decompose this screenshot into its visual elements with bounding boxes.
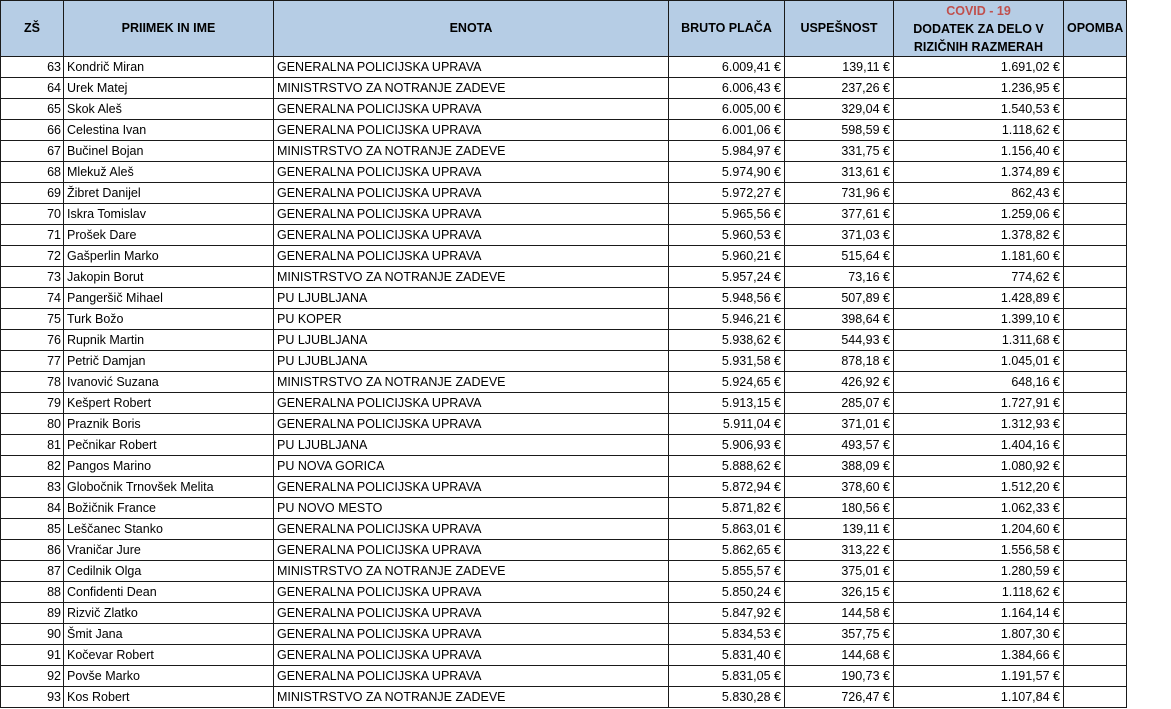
cell-opomba (1064, 666, 1127, 687)
table-row (1, 78, 1127, 99)
cell-unit: GENERALNA POLICIJSKA UPRAVA (274, 540, 669, 561)
cell-covid: 1.312,93 € (894, 414, 1064, 435)
cell-zs: 89 (1, 603, 64, 624)
cell-name: Cedilnik Olga (64, 561, 274, 582)
cell-covid: 862,43 € (894, 183, 1064, 204)
cell-uspesnost: 878,18 € (785, 351, 894, 372)
cell-name: Petrič Damjan (64, 351, 274, 372)
table-row (1, 162, 1127, 183)
cell-opomba (1064, 561, 1127, 582)
cell-bruto: 5.834,53 € (669, 624, 785, 645)
cell-name: Praznik Boris (64, 414, 274, 435)
cell-zs: 92 (1, 666, 64, 687)
table-row (1, 498, 1127, 519)
cell-bruto: 5.931,58 € (669, 351, 785, 372)
cell-bruto: 5.965,56 € (669, 204, 785, 225)
cell-unit: MINISTRSTVO ZA NOTRANJE ZADEVE (274, 561, 669, 582)
cell-unit: GENERALNA POLICIJSKA UPRAVA (274, 183, 669, 204)
cell-name: Pangos Marino (64, 456, 274, 477)
cell-name: Confidenti Dean (64, 582, 274, 603)
cell-covid: 1.156,40 € (894, 141, 1064, 162)
cell-unit: GENERALNA POLICIJSKA UPRAVA (274, 603, 669, 624)
cell-bruto: 5.830,28 € (669, 687, 785, 708)
cell-name: Pangeršič Mihael (64, 288, 274, 309)
header-zs: ZŠ (1, 1, 64, 57)
cell-unit: PU LJUBLJANA (274, 435, 669, 456)
cell-zs: 77 (1, 351, 64, 372)
cell-bruto: 5.938,62 € (669, 330, 785, 351)
cell-covid: 1.045,01 € (894, 351, 1064, 372)
cell-zs: 64 (1, 78, 64, 99)
cell-uspesnost: 378,60 € (785, 477, 894, 498)
cell-bruto: 5.906,93 € (669, 435, 785, 456)
cell-uspesnost: 180,56 € (785, 498, 894, 519)
cell-covid: 1.691,02 € (894, 57, 1064, 78)
cell-opomba (1064, 519, 1127, 540)
cell-zs: 65 (1, 99, 64, 120)
cell-covid: 648,16 € (894, 372, 1064, 393)
cell-bruto: 5.850,24 € (669, 582, 785, 603)
cell-covid: 1.374,89 € (894, 162, 1064, 183)
cell-covid: 1.512,20 € (894, 477, 1064, 498)
cell-zs: 70 (1, 204, 64, 225)
cell-opomba (1064, 540, 1127, 561)
cell-uspesnost: 388,09 € (785, 456, 894, 477)
cell-opomba (1064, 498, 1127, 519)
table-row (1, 687, 1127, 708)
cell-opomba (1064, 330, 1127, 351)
header-opomba: OPOMBA (1064, 1, 1127, 57)
cell-opomba (1064, 141, 1127, 162)
cell-covid: 1.807,30 € (894, 624, 1064, 645)
cell-covid: 1.280,59 € (894, 561, 1064, 582)
cell-unit: GENERALNA POLICIJSKA UPRAVA (274, 393, 669, 414)
table-body (1, 57, 1127, 708)
cell-opomba (1064, 267, 1127, 288)
cell-unit: PU LJUBLJANA (274, 288, 669, 309)
cell-uspesnost: 329,04 € (785, 99, 894, 120)
cell-opomba (1064, 183, 1127, 204)
table-row (1, 141, 1127, 162)
cell-bruto: 5.913,15 € (669, 393, 785, 414)
cell-name: Bučinel Bojan (64, 141, 274, 162)
cell-covid: 1.311,68 € (894, 330, 1064, 351)
header-covid-line1: DODATEK ZA DELO V (913, 21, 1044, 36)
cell-uspesnost: 398,64 € (785, 309, 894, 330)
table-row (1, 519, 1127, 540)
cell-uspesnost: 190,73 € (785, 666, 894, 687)
table-row (1, 393, 1127, 414)
table-row (1, 624, 1127, 645)
cell-opomba (1064, 99, 1127, 120)
cell-zs: 66 (1, 120, 64, 141)
table-row (1, 57, 1127, 78)
cell-name: Božičnik France (64, 498, 274, 519)
cell-unit: MINISTRSTVO ZA NOTRANJE ZADEVE (274, 372, 669, 393)
cell-bruto: 5.960,21 € (669, 246, 785, 267)
cell-uspesnost: 139,11 € (785, 519, 894, 540)
cell-unit: MINISTRSTVO ZA NOTRANJE ZADEVE (274, 687, 669, 708)
table-row (1, 561, 1127, 582)
cell-bruto: 5.974,90 € (669, 162, 785, 183)
cell-unit: GENERALNA POLICIJSKA UPRAVA (274, 477, 669, 498)
cell-unit: GENERALNA POLICIJSKA UPRAVA (274, 414, 669, 435)
cell-opomba (1064, 456, 1127, 477)
cell-zs: 86 (1, 540, 64, 561)
cell-uspesnost: 377,61 € (785, 204, 894, 225)
table-row (1, 225, 1127, 246)
cell-name: Kočevar Robert (64, 645, 274, 666)
cell-bruto: 5.831,40 € (669, 645, 785, 666)
cell-covid: 1.727,91 € (894, 393, 1064, 414)
cell-unit: MINISTRSTVO ZA NOTRANJE ZADEVE (274, 141, 669, 162)
cell-name: Iskra Tomislav (64, 204, 274, 225)
cell-opomba (1064, 477, 1127, 498)
cell-unit: PU KOPER (274, 309, 669, 330)
cell-name: Celestina Ivan (64, 120, 274, 141)
cell-unit: GENERALNA POLICIJSKA UPRAVA (274, 204, 669, 225)
table-row (1, 477, 1127, 498)
table-row (1, 603, 1127, 624)
table-row (1, 435, 1127, 456)
cell-uspesnost: 73,16 € (785, 267, 894, 288)
header-covid-title: COVID - 19 (946, 3, 1011, 18)
header-unit: ENOTA (274, 1, 669, 57)
cell-uspesnost: 731,96 € (785, 183, 894, 204)
cell-zs: 72 (1, 246, 64, 267)
cell-opomba (1064, 624, 1127, 645)
cell-bruto: 5.972,27 € (669, 183, 785, 204)
cell-bruto: 5.946,21 € (669, 309, 785, 330)
cell-bruto: 5.831,05 € (669, 666, 785, 687)
cell-covid: 1.118,62 € (894, 582, 1064, 603)
cell-uspesnost: 426,92 € (785, 372, 894, 393)
cell-opomba (1064, 351, 1127, 372)
cell-uspesnost: 515,64 € (785, 246, 894, 267)
table-row (1, 666, 1127, 687)
cell-bruto: 6.005,00 € (669, 99, 785, 120)
cell-bruto: 5.957,24 € (669, 267, 785, 288)
table-row (1, 267, 1127, 288)
table-row (1, 120, 1127, 141)
cell-covid: 1.062,33 € (894, 498, 1064, 519)
cell-uspesnost: 357,75 € (785, 624, 894, 645)
cell-zs: 69 (1, 183, 64, 204)
cell-covid: 1.204,60 € (894, 519, 1064, 540)
cell-covid: 1.404,16 € (894, 435, 1064, 456)
cell-uspesnost: 507,89 € (785, 288, 894, 309)
cell-zs: 80 (1, 414, 64, 435)
cell-unit: GENERALNA POLICIJSKA UPRAVA (274, 225, 669, 246)
cell-zs: 78 (1, 372, 64, 393)
cell-opomba (1064, 435, 1127, 456)
cell-name: Turk Božo (64, 309, 274, 330)
cell-opomba (1064, 288, 1127, 309)
cell-name: Vraničar Jure (64, 540, 274, 561)
cell-zs: 81 (1, 435, 64, 456)
cell-zs: 91 (1, 645, 64, 666)
cell-zs: 84 (1, 498, 64, 519)
cell-zs: 74 (1, 288, 64, 309)
cell-zs: 68 (1, 162, 64, 183)
header-row (1, 1, 1127, 57)
cell-covid: 1.080,92 € (894, 456, 1064, 477)
cell-opomba (1064, 225, 1127, 246)
cell-unit: GENERALNA POLICIJSKA UPRAVA (274, 57, 669, 78)
cell-name: Kos Robert (64, 687, 274, 708)
cell-name: Povše Marko (64, 666, 274, 687)
cell-bruto: 5.847,92 € (669, 603, 785, 624)
cell-name: Kešpert Robert (64, 393, 274, 414)
header-covid-line2: RIZIČNIH RAZMERAH (913, 39, 1044, 54)
cell-uspesnost: 313,22 € (785, 540, 894, 561)
cell-covid: 1.236,95 € (894, 78, 1064, 99)
cell-bruto: 5.863,01 € (669, 519, 785, 540)
cell-uspesnost: 144,68 € (785, 645, 894, 666)
cell-uspesnost: 598,59 € (785, 120, 894, 141)
cell-uspesnost: 544,93 € (785, 330, 894, 351)
cell-name: Urek Matej (64, 78, 274, 99)
table-row (1, 183, 1127, 204)
header-uspesnost: USPEŠNOST (785, 1, 894, 57)
cell-unit: GENERALNA POLICIJSKA UPRAVA (274, 99, 669, 120)
cell-zs: 82 (1, 456, 64, 477)
cell-unit: GENERALNA POLICIJSKA UPRAVA (274, 582, 669, 603)
table-row (1, 309, 1127, 330)
table-row (1, 540, 1127, 561)
cell-name: Žibret Danijel (64, 183, 274, 204)
cell-opomba (1064, 309, 1127, 330)
cell-opomba (1064, 582, 1127, 603)
cell-covid: 1.181,60 € (894, 246, 1064, 267)
cell-name: Prošek Dare (64, 225, 274, 246)
table-header (1, 1, 1127, 57)
cell-zs: 90 (1, 624, 64, 645)
cell-unit: PU NOVO MESTO (274, 498, 669, 519)
header-covid (894, 1, 1064, 57)
table-row (1, 456, 1127, 477)
cell-bruto: 5.872,94 € (669, 477, 785, 498)
cell-name: Mlekuž Aleš (64, 162, 274, 183)
cell-uspesnost: 313,61 € (785, 162, 894, 183)
cell-covid: 1.399,10 € (894, 309, 1064, 330)
cell-bruto: 6.006,43 € (669, 78, 785, 99)
cell-bruto: 5.960,53 € (669, 225, 785, 246)
cell-bruto: 5.888,62 € (669, 456, 785, 477)
cell-bruto: 5.911,04 € (669, 414, 785, 435)
cell-zs: 76 (1, 330, 64, 351)
cell-uspesnost: 285,07 € (785, 393, 894, 414)
table-row (1, 204, 1127, 225)
cell-uspesnost: 139,11 € (785, 57, 894, 78)
cell-covid: 1.428,89 € (894, 288, 1064, 309)
cell-covid: 1.107,84 € (894, 687, 1064, 708)
cell-uspesnost: 237,26 € (785, 78, 894, 99)
cell-uspesnost: 375,01 € (785, 561, 894, 582)
cell-opomba (1064, 393, 1127, 414)
cell-unit: GENERALNA POLICIJSKA UPRAVA (274, 624, 669, 645)
cell-bruto: 5.855,57 € (669, 561, 785, 582)
cell-unit: MINISTRSTVO ZA NOTRANJE ZADEVE (274, 267, 669, 288)
cell-covid: 1.378,82 € (894, 225, 1064, 246)
header-bruto: BRUTO PLAČA (669, 1, 785, 57)
cell-zs: 88 (1, 582, 64, 603)
cell-uspesnost: 144,58 € (785, 603, 894, 624)
cell-covid: 1.384,66 € (894, 645, 1064, 666)
cell-opomba (1064, 246, 1127, 267)
cell-zs: 67 (1, 141, 64, 162)
cell-unit: GENERALNA POLICIJSKA UPRAVA (274, 162, 669, 183)
cell-bruto: 5.924,65 € (669, 372, 785, 393)
table-row (1, 414, 1127, 435)
cell-name: Kondrič Miran (64, 57, 274, 78)
table-row (1, 99, 1127, 120)
table-row (1, 645, 1127, 666)
cell-zs: 87 (1, 561, 64, 582)
cell-opomba (1064, 57, 1127, 78)
cell-name: Rupnik Martin (64, 330, 274, 351)
cell-bruto: 5.862,65 € (669, 540, 785, 561)
cell-covid: 1.259,06 € (894, 204, 1064, 225)
cell-unit: PU LJUBLJANA (274, 351, 669, 372)
cell-name: Pečnikar Robert (64, 435, 274, 456)
cell-covid: 1.191,57 € (894, 666, 1064, 687)
cell-name: Rizvič Zlatko (64, 603, 274, 624)
cell-uspesnost: 326,15 € (785, 582, 894, 603)
cell-name: Gašperlin Marko (64, 246, 274, 267)
cell-zs: 83 (1, 477, 64, 498)
cell-covid: 1.164,14 € (894, 603, 1064, 624)
cell-opomba (1064, 204, 1127, 225)
cell-opomba (1064, 414, 1127, 435)
cell-zs: 73 (1, 267, 64, 288)
cell-covid: 1.118,62 € (894, 120, 1064, 141)
cell-uspesnost: 371,01 € (785, 414, 894, 435)
cell-zs: 79 (1, 393, 64, 414)
cell-opomba (1064, 372, 1127, 393)
cell-zs: 71 (1, 225, 64, 246)
cell-zs: 75 (1, 309, 64, 330)
cell-opomba (1064, 162, 1127, 183)
cell-unit: GENERALNA POLICIJSKA UPRAVA (274, 666, 669, 687)
cell-uspesnost: 493,57 € (785, 435, 894, 456)
cell-unit: MINISTRSTVO ZA NOTRANJE ZADEVE (274, 78, 669, 99)
table-row (1, 351, 1127, 372)
cell-name: Šmit Jana (64, 624, 274, 645)
cell-name: Ivanović Suzana (64, 372, 274, 393)
cell-bruto: 5.984,97 € (669, 141, 785, 162)
cell-covid: 1.540,53 € (894, 99, 1064, 120)
cell-name: Jakopin Borut (64, 267, 274, 288)
cell-bruto: 6.009,41 € (669, 57, 785, 78)
cell-unit: PU NOVA GORICA (274, 456, 669, 477)
cell-opomba (1064, 603, 1127, 624)
cell-uspesnost: 331,75 € (785, 141, 894, 162)
cell-covid: 1.556,58 € (894, 540, 1064, 561)
cell-name: Skok Aleš (64, 99, 274, 120)
cell-zs: 93 (1, 687, 64, 708)
cell-zs: 85 (1, 519, 64, 540)
table-row (1, 330, 1127, 351)
cell-opomba (1064, 78, 1127, 99)
cell-unit: GENERALNA POLICIJSKA UPRAVA (274, 645, 669, 666)
cell-name: Leščanec Stanko (64, 519, 274, 540)
table-row (1, 288, 1127, 309)
cell-name: Globočnik Trnovšek Melita (64, 477, 274, 498)
header-name: PRIIMEK IN IME (64, 1, 274, 57)
cell-opomba (1064, 120, 1127, 141)
cell-uspesnost: 726,47 € (785, 687, 894, 708)
table-row (1, 372, 1127, 393)
cell-opomba (1064, 645, 1127, 666)
cell-covid: 774,62 € (894, 267, 1064, 288)
cell-unit: GENERALNA POLICIJSKA UPRAVA (274, 519, 669, 540)
cell-unit: GENERALNA POLICIJSKA UPRAVA (274, 246, 669, 267)
cell-bruto: 6.001,06 € (669, 120, 785, 141)
cell-zs: 63 (1, 57, 64, 78)
cell-opomba (1064, 687, 1127, 708)
table-row (1, 582, 1127, 603)
cell-uspesnost: 371,03 € (785, 225, 894, 246)
table-row (1, 246, 1127, 267)
cell-bruto: 5.871,82 € (669, 498, 785, 519)
cell-bruto: 5.948,56 € (669, 288, 785, 309)
cell-unit: GENERALNA POLICIJSKA UPRAVA (274, 120, 669, 141)
cell-unit: PU LJUBLJANA (274, 330, 669, 351)
